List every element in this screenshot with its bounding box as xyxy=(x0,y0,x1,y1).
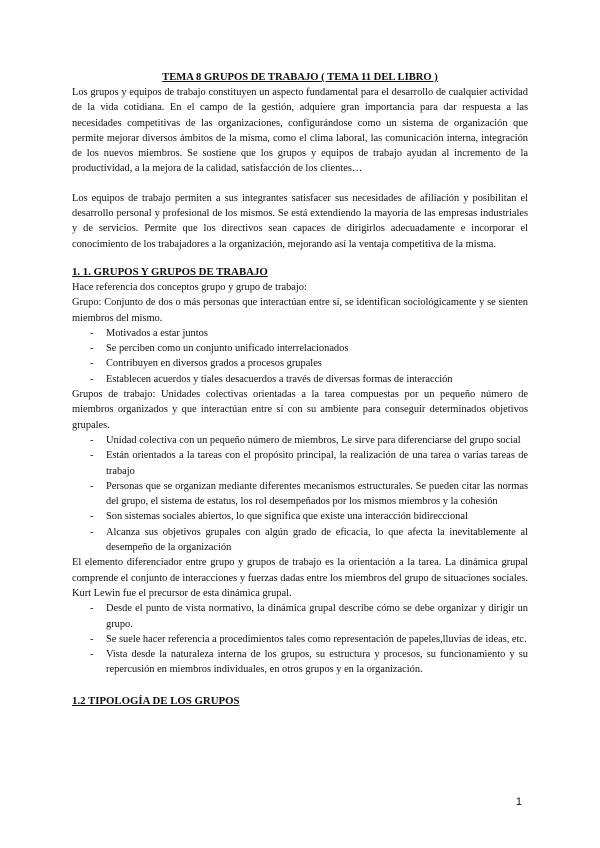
dash-bullet: - xyxy=(90,373,94,385)
dash-bullet: - xyxy=(90,649,94,661)
dash-bullet: - xyxy=(90,434,94,446)
grupo-trabajo-list xyxy=(72,433,528,555)
list-item: - Personas que se organizan mediante diferentes mecanismos estructurales. Se pueden citar las normas del grupo, el sistema de estatus, los rol desempeñados por los mismos miembros y la cohesión xyxy=(90,480,528,508)
grupo-list xyxy=(72,326,528,387)
list-item: - Establecen acuerdos y tiales desacuerdos a través de diversas formas de interacción xyxy=(72,372,528,387)
dash-bullet: - xyxy=(90,603,94,615)
list-item: - Son sistemas sociales abiertos, lo que significa que existe una interacción bidireccional xyxy=(72,509,528,524)
list-item: - Se perciben como un conjunto unificado interrelacionados xyxy=(72,341,528,356)
dash-bullet: - xyxy=(90,511,94,523)
dash-bullet: - xyxy=(90,343,94,355)
intro-paragraph-2: Los equipos de trabajo permiten a sus integrantes satisfacer sus necesidades de afiliación y posibilitan el desarrollo personal y profesional de los mismos. Se está extendiendo la mayoría de las empresas industriales y de servicios. Permite que los directivos sean capaces de dirigirlos adecuadamente e incorporar el conocimiento de los trabajadores a la organización, mejorando así la ventaja competitiva de la misma. xyxy=(72,192,528,250)
dinamica-list xyxy=(72,601,528,677)
dash-bullet: - xyxy=(90,526,94,538)
dash-bullet: - xyxy=(90,480,94,492)
list-item: - Unidad colectiva con un pequeño número de miembros, Le sirve para diferenciarse del grupo social xyxy=(72,433,528,448)
section-lead: Hace referencia dos conceptos grupo y grupo de trabajo: xyxy=(72,281,307,293)
list-item: - Vista desde la naturaleza interna de los grupos, su estructura y procesos, su funcionamiento y su repercusión en miembros individuales, en otros grupos y en la organización. xyxy=(90,649,528,676)
list-item: - Motivados a estar juntos xyxy=(72,326,528,341)
dash-bullet: - xyxy=(90,450,94,462)
document-page xyxy=(72,72,528,709)
list-item: - Están orientados a la tareas con el propósito principal, la realización de una tarea o varias tareas de trabajo xyxy=(90,450,528,477)
section-heading-1-1: 1. 1. GRUPOS Y GRUPOS DE TRABAJO xyxy=(72,265,268,278)
dash-bullet: - xyxy=(90,633,94,645)
page-number: 1 xyxy=(515,796,522,808)
list-item: - Se suele hacer referencia a procedimientos tales como representación de papeles,lluvias de ideas, etc. xyxy=(72,632,528,647)
grupo-definition: Grupo: Conjunto de dos o más personas que interactúan entre sí, se identifican sociológicamente y se sienten miembros del mismo. xyxy=(72,297,528,324)
list-item: - Desde el punto de vista normativo, la dinámica grupal describe cómo se debe organizar y dirigir un grupo. xyxy=(90,603,528,630)
list-item: - Contribuyen en diversos grados a procesos grupales xyxy=(72,356,528,371)
section-heading-1-2: 1.2 TIPOLOGÍA DE LOS GRUPOS xyxy=(72,694,240,707)
dash-bullet: - xyxy=(90,358,94,370)
grupo-trabajo-definition: Grupos de trabajo: Unidades colectivas orientadas a la tarea compuestas por un pequeño número de miembros organizados y que interactúan entre sí con su ambiente para conseguir determinados objetivos grupales. xyxy=(72,389,528,431)
diferenciador-paragraph: El elemento diferenciador entre grupo y grupos de trabajo es la orientación a la tarea. La dinámica grupal comprende el conjunto de interacciones y fuerzas dadas entre los miembros del grupo de situaciones sociales. Kurt Lewin fue el precursor de esta dinámica grupal. xyxy=(72,557,528,599)
list-item: - Alcanza sus objetivos grupales con algún grado de eficacia, lo que afecta la inevitablemente al desempeño de la organización xyxy=(90,526,528,554)
document-title: TEMA 8 GRUPOS DE TRABAJO ( TEMA 11 DEL LIBRO ) xyxy=(162,72,438,83)
dash-bullet: - xyxy=(90,327,94,339)
intro-paragraph-1: Los grupos y equipos de trabajo constituyen un aspecto fundamental para el desarrollo de cualquier actividad de la vida cotidiana. En el campo de la gestión, adquiere gran importancia para dar respuesta a las necesidades competitivas de las organizaciones, configurándose como un sistema de organización que permite mejorar diversos ámbitos de la misma, como el clima laboral, las comunicación interna, integración de los nuevos miembros. Se sostiene que los grupos y equipos de trabajo ayudan al incremento de la productividad, a la mejora de la calidad, satisfacción de los clientes… xyxy=(72,87,528,175)
